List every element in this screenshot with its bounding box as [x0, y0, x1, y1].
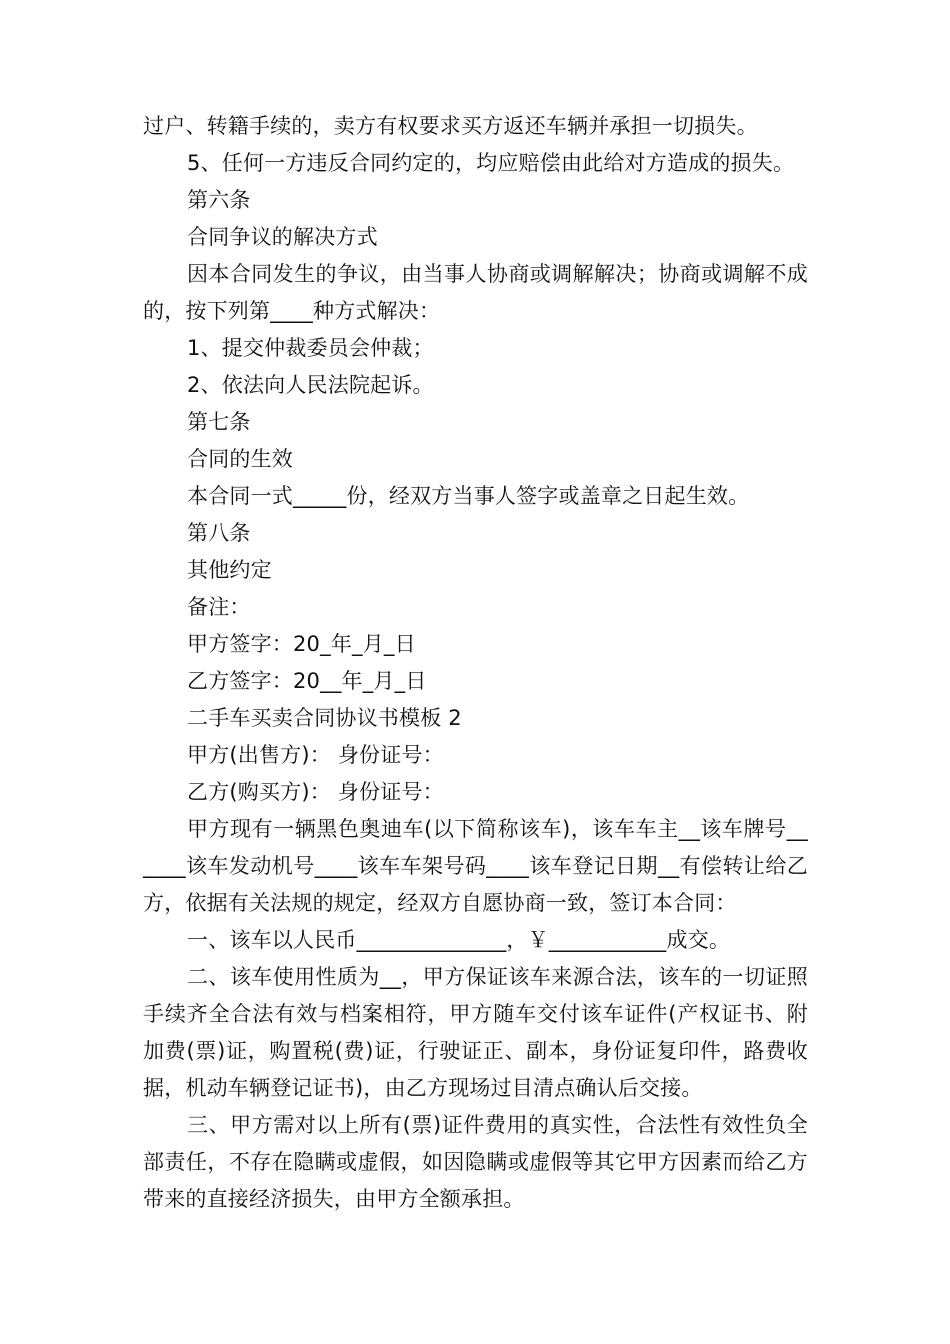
clause-2: 二、该车使用性质为__，甲方保证该车来源合法，该车的一切证照手续齐全合法有效与档案相符，甲方随车交付该车证件(产权证书、附加费(票)证，购置税(费)证，行驶证正、副本，身份证复印件，路费收据，机动车辆登记证书)，由乙方现场过目清点确认后交接。	[143, 965, 808, 1100]
template-title: 二手车买卖合同协议书模板 2	[187, 706, 462, 730]
paragraph: 因本合同发生的争议，由当事人协商或调解解决；协商或调解不成的，按下列第____种方式解决：	[143, 262, 808, 323]
paragraph: 甲方现有一辆黑色奥迪车(以下简称该车)，该车车主__该车牌号______该车发动机号____该车车架号码____该车登记日期__有偿转让给乙方，依据有关法规的规定，经双方自愿协商一致，签订本合同：	[143, 817, 808, 915]
article-heading: 第七条	[187, 410, 251, 434]
paragraph: 本合同一式_____份，经双方当事人签字或盖章之日起生效。	[187, 484, 750, 508]
clause-3: 三、甲方需对以上所有(票)证件费用的真实性，合法性有效性负全部责任，不存在隐瞒或虚假，如因隐瞒或虚假等其它甲方因素而给乙方带来的直接经济损失，由甲方全额承担。	[143, 1113, 808, 1211]
article-heading: 第六条	[187, 188, 251, 212]
article-heading: 第八条	[187, 521, 251, 545]
paragraph: 过户、转籍手续的，卖方有权要求买方返还车辆并承担一切损失。	[143, 114, 758, 138]
document-body	[143, 108, 808, 1218]
party-b-signature-line: 乙方签字：20__年_月_日	[187, 669, 427, 693]
paragraph: 5、任何一方违反合同约定的，均应赔偿由此给对方造成的损失。	[187, 151, 795, 175]
party-b-info: 乙方(购买方)： 身份证号：	[187, 780, 444, 804]
party-a-info: 甲方(出售方)： 身份证号：	[187, 743, 444, 767]
article-subheading: 合同争议的解决方式	[187, 225, 378, 249]
list-item: 2、依法向人民法院起诉。	[187, 373, 434, 397]
party-a-signature-line: 甲方签字：20_年_月_日	[187, 632, 416, 656]
remarks-label: 备注：	[187, 595, 251, 619]
article-subheading: 其他约定	[187, 558, 272, 582]
clause-1: 一、该车以人民币______________，￥___________成交。	[187, 928, 731, 952]
list-item: 1、提交仲裁委员会仲裁；	[187, 336, 434, 360]
article-subheading: 合同的生效	[187, 447, 293, 471]
